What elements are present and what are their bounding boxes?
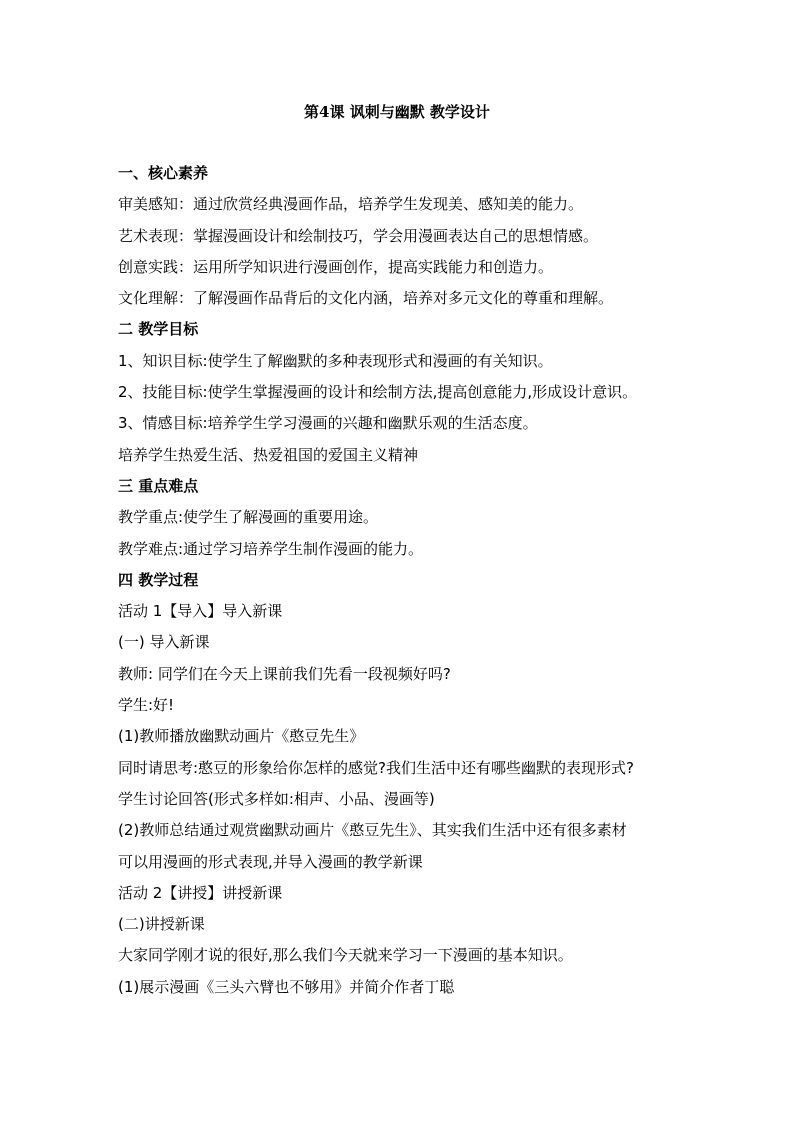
paragraph-line: (1)教师播放幽默动画片《憨豆先生》 [118, 727, 365, 746]
section-heading: 一、核心素养 [118, 164, 209, 182]
paragraph-line: 同时请思考:憨豆的形象给你怎样的感觉?我们生活中还有哪些幽默的表现形式? [118, 758, 634, 777]
section-heading: 四 教学过程 [118, 570, 199, 589]
paragraph-line: (2)教师总结通过观赏幽默动画片《憨豆先生》、其实我们生活中还有很多素材 [118, 821, 627, 840]
paragraph-line: 可以用漫画的形式表现,并导入漫画的教学新课 [118, 852, 423, 871]
section-heading: 二 教学目标 [118, 320, 199, 339]
paragraph-line: 艺术表现：掌握漫画设计和绘制技巧，学会用漫画表达自己的思想情感。 [118, 226, 599, 245]
paragraph-line: 培养学生热爱生活、热爱祖国的爱国主义精神 [118, 445, 419, 464]
paragraph-line: 3、情感目标:培养学生学习漫画的兴趣和幽默乐观的生活态度。 [118, 414, 538, 433]
paragraph-line: 学生:好! [118, 696, 175, 715]
document-body [118, 160, 718, 1005]
paragraph-line: 2、技能目标:使学生掌握漫画的设计和绘制方法,提高创意能力,形成设计意识。 [118, 383, 638, 402]
paragraph-line: 大家同学刚才说的很好,那么我们今天就来学习一下漫画的基本知识。 [118, 946, 573, 965]
paragraph-line: (一) 导入新课 [118, 633, 210, 652]
paragraph-line: 教师: 同学们在今天上课前我们先看一段视频好吗? [118, 664, 451, 683]
paragraph-line: (1)展示漫画《三头六臂也不够用》并简介作者丁聪 [118, 977, 455, 996]
page-title: 第4课 讽刺与幽默 教学设计 [304, 103, 490, 121]
paragraph-line: 学生讨论回答(形式多样如:相声、小品、漫画等) [118, 789, 435, 808]
paragraph-line: 教学难点:通过学习培养学生制作漫画的能力。 [118, 539, 424, 558]
section-heading: 三 重点难点 [118, 476, 199, 495]
paragraph-line: 文化理解：了解漫画作品背后的文化内涵，培养对多元文化的尊重和理解。 [118, 289, 614, 308]
paragraph-line: 审美感知：通过欣赏经典漫画作品，培养学生发现美、感知美的能力。 [118, 195, 584, 214]
paragraph-line: 1、知识目标:使学生了解幽默的多种表现形式和漫画的有关知识。 [118, 351, 553, 370]
paragraph-line: 活动 1【导入】导入新课 [118, 602, 283, 621]
paragraph-line: 教学重点:使学生了解漫画的重要用途。 [118, 508, 379, 527]
paragraph-line: (二)讲授新课 [118, 915, 205, 934]
paragraph-line: 创意实践：运用所学知识进行漫画创作，提高实践能力和创造力。 [118, 257, 554, 276]
paragraph-line: 活动 2【讲授】讲授新课 [118, 883, 283, 902]
